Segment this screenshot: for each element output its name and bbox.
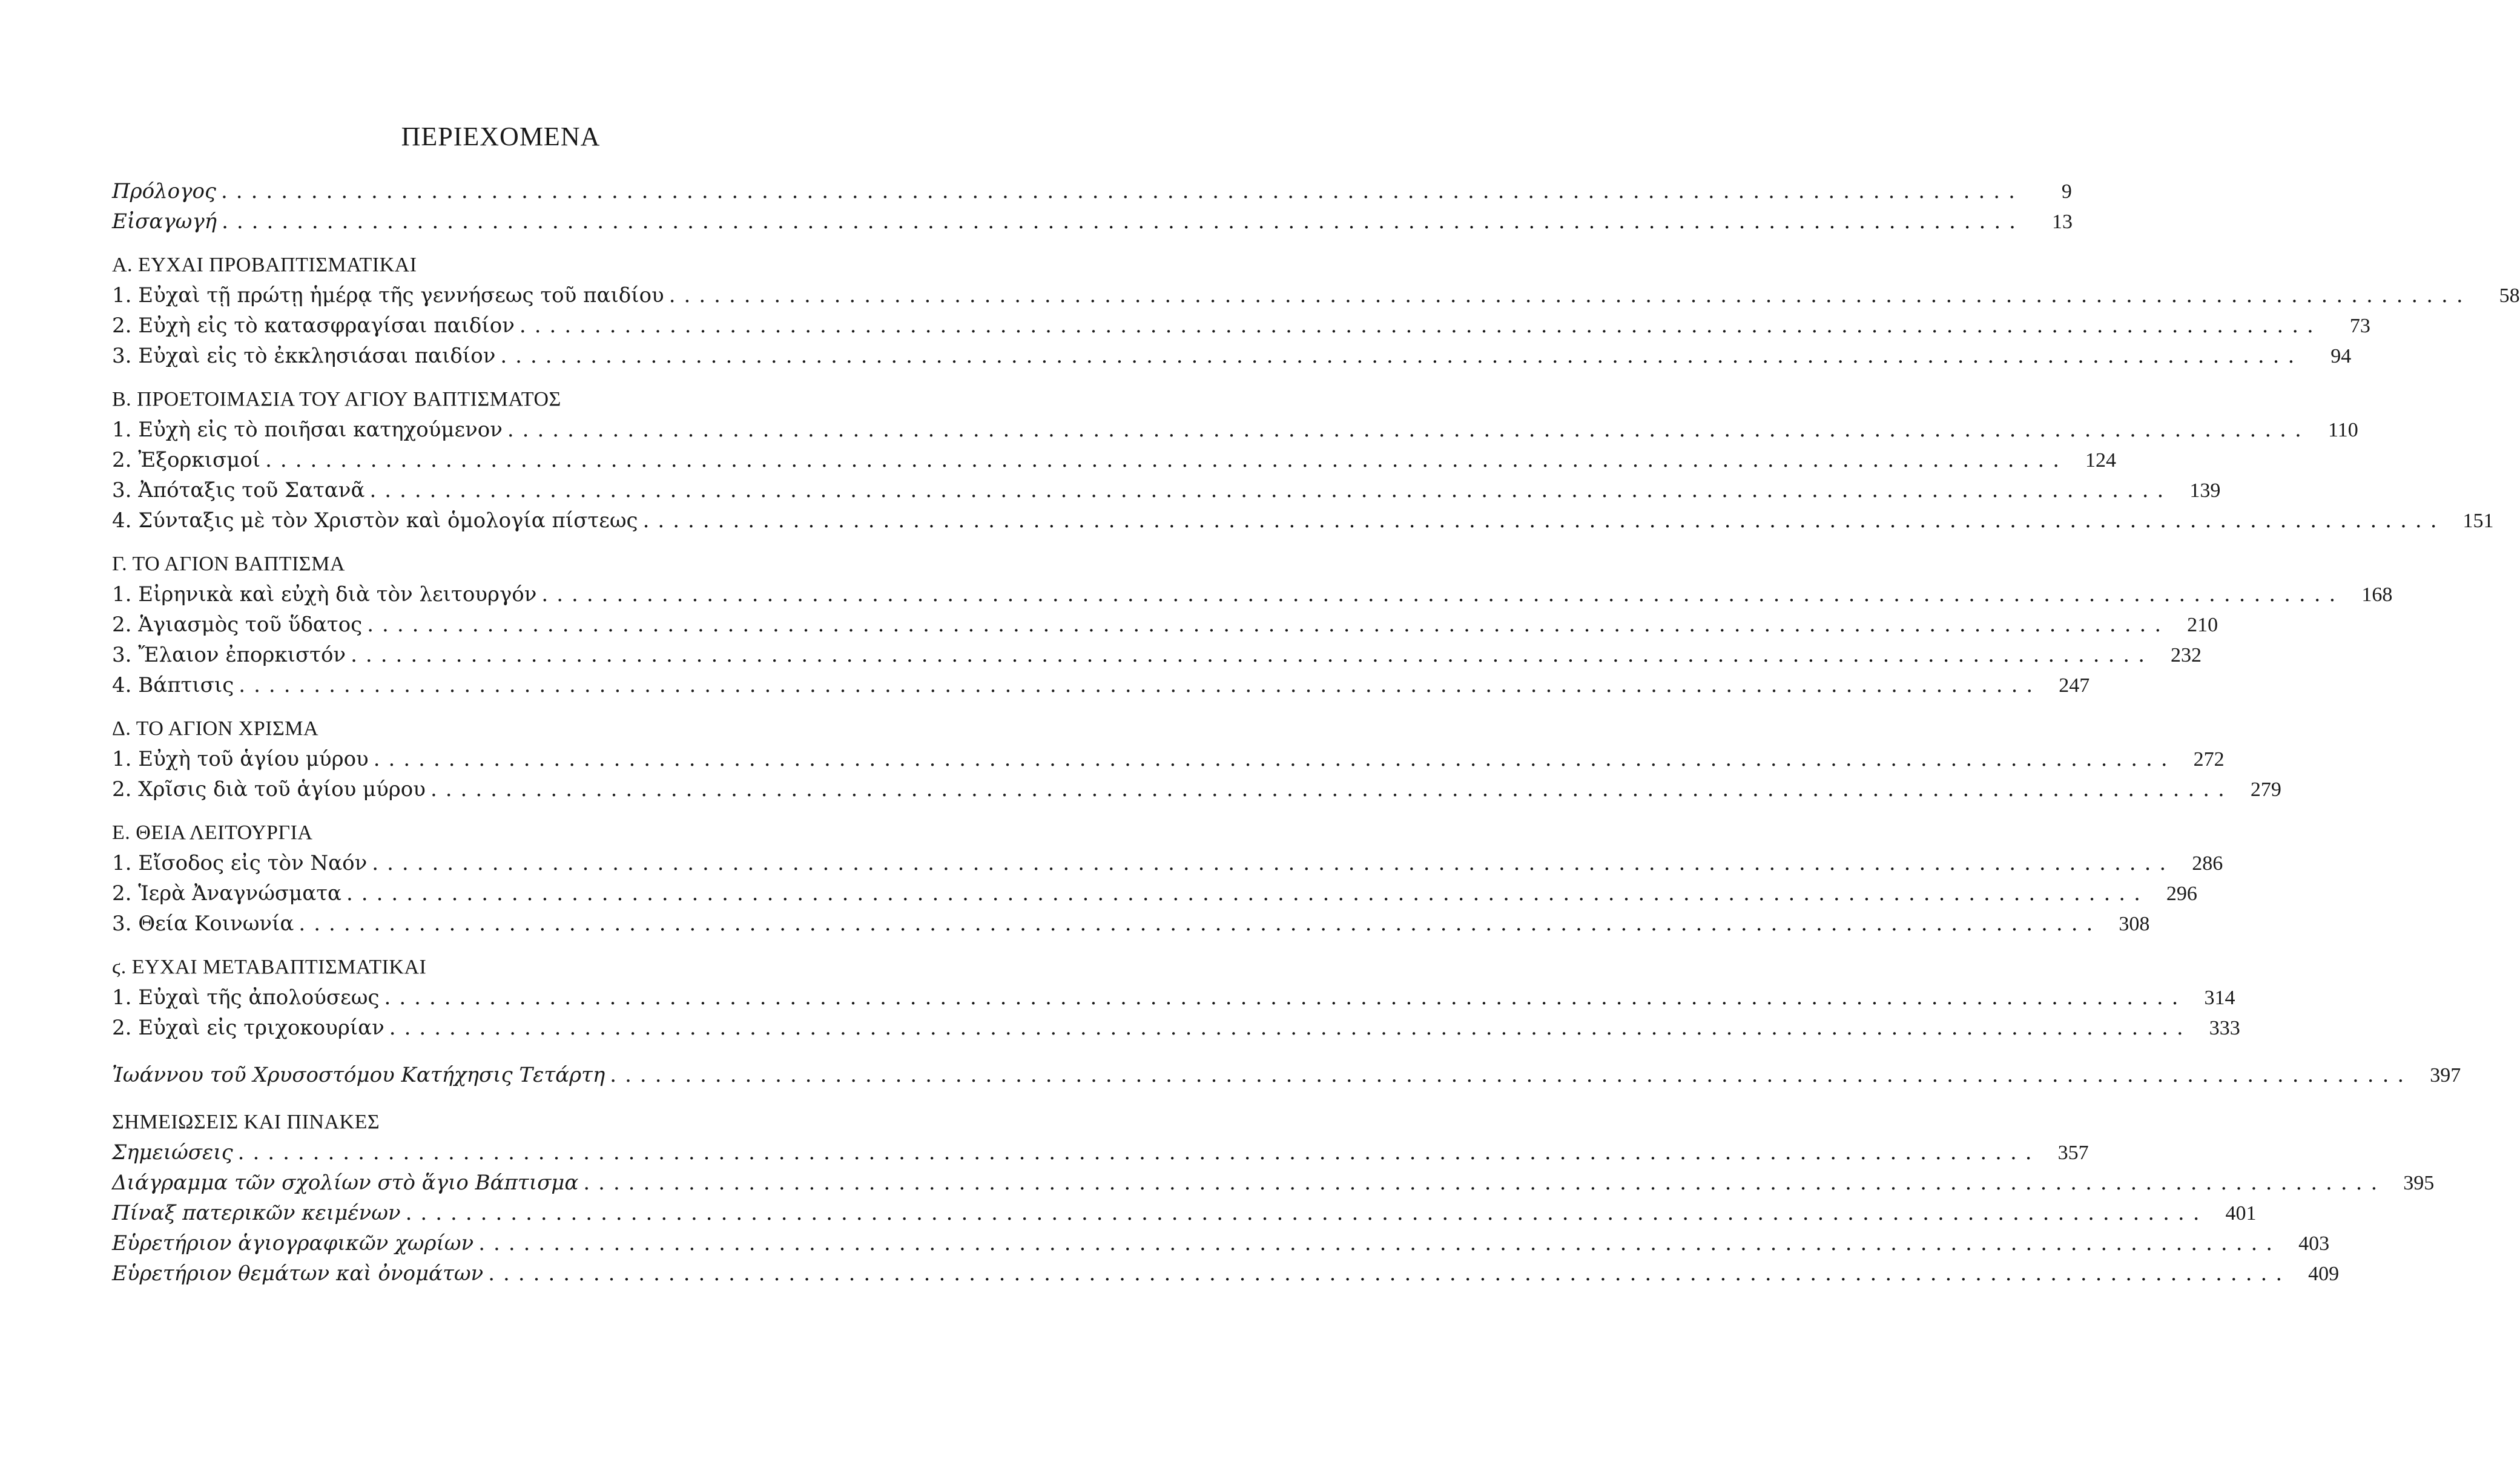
toc-entry: [112, 774, 2281, 804]
toc-entry-label: 2. Ἁγιασμὸς τοῦ ὕδατος: [112, 613, 363, 637]
toc-entry-page: 9: [2061, 180, 2072, 203]
toc-entry-page: 124: [2085, 449, 2117, 472]
section-heading-d: Δ. ΤΟ ΑΓΙΟΝ ΧΡΙΣΜΑ: [112, 717, 319, 740]
leader-dots: ........................................................................................................................: [642, 508, 2446, 533]
toc-entry: [112, 445, 2117, 475]
section-heading-e: Ε. ΘΕΙΑ ΛΕΙΤΟΥΡΓΙΑ: [112, 821, 313, 844]
toc-entry-page: 232: [2171, 644, 2202, 666]
leader-dots: ........................................................................................................................: [237, 1140, 2040, 1165]
toc-entry: [112, 640, 2202, 670]
toc-entry-label: 2. Χρῖσις διὰ τοῦ ἁγίου μύρου: [112, 777, 426, 801]
section-heading-c: Γ. ΤΟ ΑΓΙΟΝ ΒΑΠΤΙΣΜΑ: [112, 553, 345, 575]
leader-dots: ........................................................................................................................: [610, 1063, 2413, 1087]
toc-entry-label: 1. Εὐχαὶ τῇ πρώτῃ ἡμέρᾳ τῆς γεννήσεως τοῦ παιδίου: [112, 283, 664, 308]
toc-entry: [112, 878, 2197, 909]
toc-entry: [112, 341, 2352, 371]
toc-entry-label: Σημειώσεις: [112, 1140, 233, 1165]
toc-entry-page: 403: [2298, 1232, 2330, 1255]
leader-dots: ........................................................................................................................: [367, 613, 2170, 637]
toc-entry-label: 1. Εὐχὴ εἰς τὸ ποιῆσαι κατηχούμενον: [112, 418, 503, 442]
leader-dots: ........................................................................................................................: [389, 1016, 2192, 1040]
toc-entry-page: 210: [2187, 614, 2218, 636]
leader-dots: ........................................................................................................................: [405, 1201, 2208, 1225]
toc-entry-label: Εὑρετήριον θεμάτων καὶ ὀνομάτων: [112, 1261, 484, 1286]
leader-dots: ........................................................................................................................: [507, 418, 2310, 442]
toc-entry-page: 247: [2059, 674, 2090, 697]
leader-dots: ........................................................................................................................: [299, 912, 2102, 936]
section-heading-a: Α. ΕΥΧΑΙ ΠΡΟΒΑΠΤΙΣΜΑΤΙΚΑΙ: [112, 254, 417, 276]
toc-entry-page: 73: [2349, 315, 2370, 337]
toc-entry-page: 58: [2499, 284, 2520, 307]
section-heading-b: Β. ΠΡΟΕΤΟΙΜΑΣΙΑ ΤΟΥ ΑΓΙΟΥ ΒΑΠΤΙΣΜΑΤΟΣ: [112, 388, 561, 410]
toc-entry: [112, 280, 2520, 311]
toc-entry-label: 3. Θεία Κοινωνία: [112, 912, 294, 936]
leader-dots: ........................................................................................................................: [668, 283, 2472, 308]
leader-dots: ........................................................................................................................: [265, 448, 2068, 472]
toc-entry-page: 308: [2119, 913, 2150, 935]
toc-entry: [112, 670, 2090, 700]
toc-entry-page: 139: [2189, 479, 2221, 502]
toc-entry-label: 2. Ἱερὰ Ἀναγνώσματα: [112, 881, 341, 906]
toc-entry-label: 1. Εὐχαὶ τῆς ἀπολούσεως: [112, 985, 380, 1010]
toc-entry-page: 314: [2204, 987, 2235, 1009]
leader-dots: ........................................................................................................................: [430, 777, 2233, 801]
toc-entry-introduction: [112, 206, 2073, 237]
toc-entry-label: Ἰωάννου τοῦ Χρυσοστόμου Κατήχησις Τετάρτη: [112, 1063, 605, 1087]
toc-entry: [112, 610, 2218, 640]
toc-entry-page: 397: [2430, 1064, 2461, 1087]
leader-dots: ........................................................................................................................: [541, 582, 2344, 607]
toc-entry: [112, 1168, 2435, 1198]
leader-dots: ........................................................................................................................: [239, 673, 2042, 697]
section-heading-notes: ΣΗΜΕΙΩΣΕΙΣ ΚΑΙ ΠΙΝΑΚΕΣ: [112, 1111, 380, 1133]
leader-dots: ........................................................................................................................: [500, 344, 2303, 368]
leader-dots: ........................................................................................................................: [384, 985, 2187, 1010]
toc-entry: [112, 475, 2221, 505]
toc-entry-label: 1. Εἰρηνικὰ καὶ εὐχὴ διὰ τὸν λειτουργόν: [112, 582, 537, 607]
toc-entry: [112, 1198, 2257, 1228]
toc-entry: [112, 1258, 2340, 1289]
toc-entry-chrysostom: [112, 1060, 2461, 1090]
toc-entry-page: 279: [2250, 778, 2281, 801]
toc-entry-label: Εἰσαγωγή: [112, 209, 217, 234]
leader-dots: ........................................................................................................................: [372, 851, 2175, 875]
toc-entry-page: 272: [2193, 748, 2225, 771]
toc-entry-page: 409: [2308, 1263, 2340, 1285]
toc-entry-page: 94: [2330, 345, 2352, 367]
toc-entry-label: 1. Εἴσοδος εἰς τὸν Ναόν: [112, 851, 368, 875]
leader-dots: ........................................................................................................................: [478, 1231, 2281, 1255]
toc-entry: [112, 982, 2235, 1013]
toc-entry-page: 357: [2057, 1142, 2089, 1164]
toc-entry: [112, 415, 2358, 445]
section-heading-f: ϛ. ΕΥΧΑΙ ΜΕΤΑΒΑΠΤΙΣΜΑΤΙΚΑΙ: [112, 956, 427, 978]
toc-entry-label: Πρόλογος: [112, 179, 216, 203]
toc-entry-page: 151: [2462, 510, 2494, 532]
leader-dots: ........................................................................................................................: [369, 478, 2172, 502]
toc-entry-label: 3. Ἀπόταξις τοῦ Σατανᾶ: [112, 478, 365, 502]
toc-entry-page: 333: [2209, 1017, 2240, 1039]
toc-entry-label: 3. Ἔλαιον ἐπορκιστόν: [112, 643, 346, 667]
page-title: ΠΕΡΙΕΧΟΜΕΝΑ: [401, 122, 601, 151]
toc-entry-page: 395: [2403, 1172, 2435, 1194]
toc-entry-prologue: [112, 176, 2072, 206]
toc-entry-label: 4. Βάπτισις: [112, 673, 234, 697]
leader-dots: ........................................................................................................................: [488, 1261, 2291, 1286]
leader-dots: ........................................................................................................................: [222, 209, 2024, 234]
toc-entry: [112, 848, 2223, 878]
toc-entry: [112, 579, 2393, 610]
toc-entry-label: 4. Σύνταξις μὲ τὸν Χριστὸν καὶ ὁμολογία πίστεως: [112, 508, 638, 533]
toc-entry-label: 3. Εὐχαὶ εἰς τὸ ἐκκλησιάσαι παιδίον: [112, 344, 496, 368]
toc-entry: [112, 505, 2494, 536]
toc-entry: [112, 1228, 2330, 1258]
toc-entry-page: 401: [2225, 1202, 2257, 1225]
toc-entry: [112, 1137, 2089, 1168]
toc-entry-page: 286: [2192, 852, 2223, 875]
toc-entry-page: 110: [2328, 419, 2358, 441]
toc-entry-label: 1. Εὐχὴ τοῦ ἁγίου μύρου: [112, 747, 369, 771]
leader-dots: ........................................................................................................................: [373, 747, 2176, 771]
leader-dots: ........................................................................................................................: [519, 314, 2322, 338]
toc-entry-page: 13: [2051, 211, 2073, 233]
toc-entry: [112, 1013, 2240, 1043]
leader-dots: ........................................................................................................................: [351, 643, 2154, 667]
leader-dots: ........................................................................................................................: [583, 1171, 2386, 1195]
toc-entry-page: 168: [2361, 584, 2393, 606]
toc-entry-label: Εὑρετήριον ἁγιογραφικῶν χωρίων: [112, 1231, 474, 1255]
toc-entry-label: 2. Ἐξορκισμοί: [112, 448, 261, 472]
toc-entry-label: 2. Εὐχὴ εἰς τὸ κατασφραγίσαι παιδίον: [112, 314, 515, 338]
toc-entry-label: Πίναξ πατερικῶν κειμένων: [112, 1201, 401, 1225]
toc-entry: [112, 744, 2225, 774]
toc-entry-label: Διάγραμμα τῶν σχολίων στὸ ἅγιο Βάπτισμα: [112, 1171, 579, 1195]
table-of-contents: [112, 176, 2520, 1289]
toc-entry: [112, 909, 2150, 939]
toc-entry: [112, 311, 2370, 341]
leader-dots: ........................................................................................................................: [220, 179, 2024, 203]
toc-entry-label: 2. Εὐχαὶ εἰς τριχοκουρίαν: [112, 1016, 384, 1040]
leader-dots: ........................................................................................................................: [346, 881, 2149, 906]
toc-entry-page: 296: [2166, 883, 2197, 905]
